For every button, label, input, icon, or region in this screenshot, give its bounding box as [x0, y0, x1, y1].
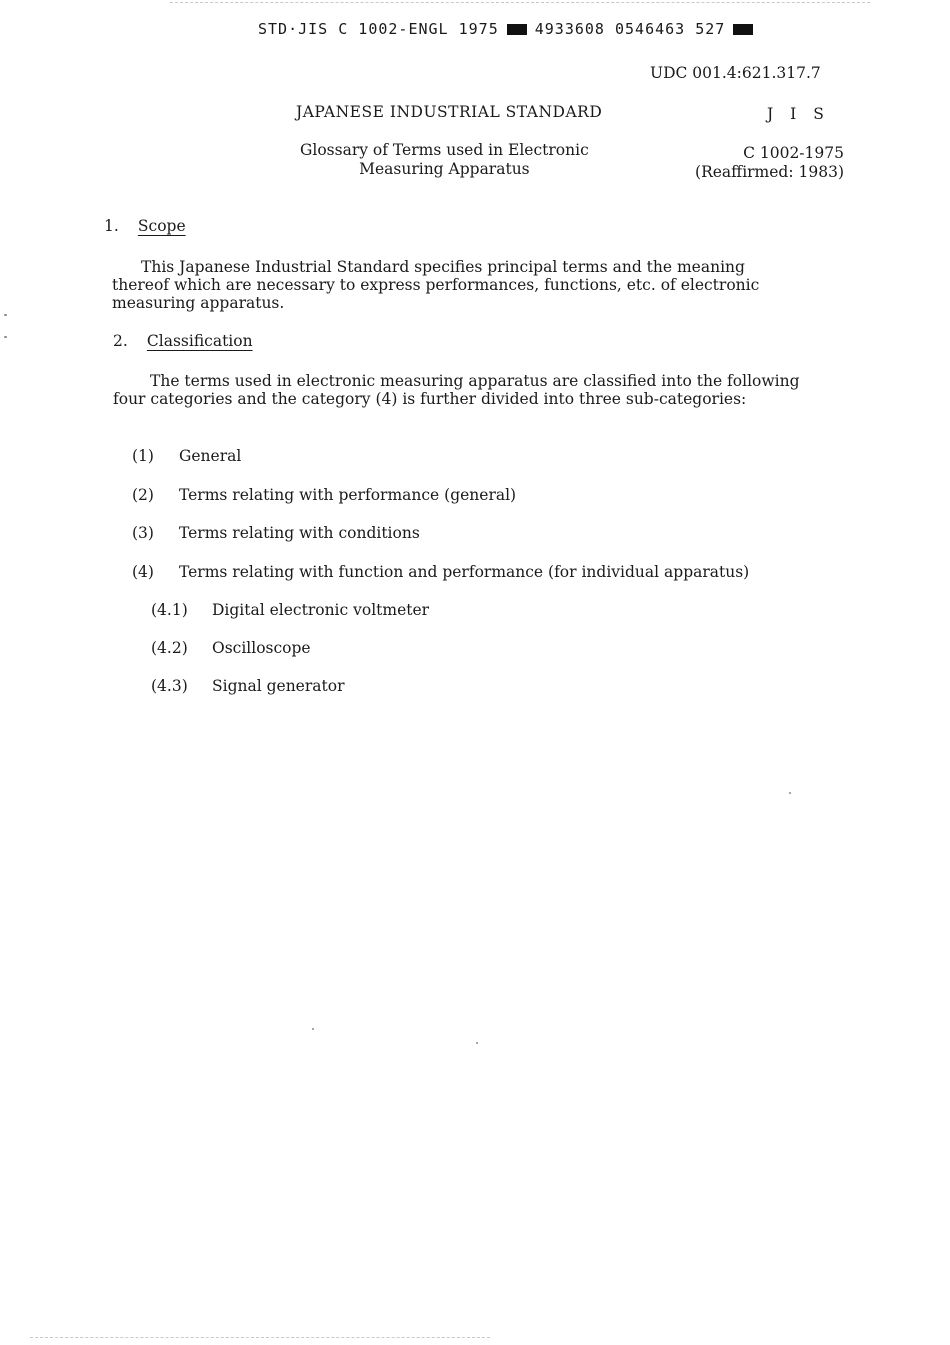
stamp-left-code: STD·JIS C 1002-ENGL 1975 — [258, 20, 499, 38]
section-number: 2. — [113, 332, 128, 350]
stamp-block-mark — [733, 24, 753, 35]
item-number: (4) — [132, 563, 154, 581]
sub-list-item — [151, 677, 344, 695]
item-number: (4.3) — [151, 677, 188, 695]
section-title: Scope — [137, 217, 186, 235]
item-label: Terms relating with performance (general) — [179, 486, 517, 504]
item-number: (2) — [132, 486, 154, 504]
section-scope-heading — [104, 216, 186, 235]
list-item — [132, 524, 420, 542]
document-title-line2: Measuring Apparatus — [359, 160, 530, 178]
sub-list-item — [151, 639, 311, 657]
section-number: 1. — [104, 217, 119, 235]
item-number: (3) — [132, 524, 154, 542]
item-number: (4.2) — [151, 639, 188, 657]
item-label: Terms relating with function and performance (for individual apparatus) — [179, 563, 750, 581]
reaffirmed-date: (Reaffirmed: 1983) — [695, 163, 844, 181]
classification-paragraph: The terms used in electronic measuring apparatus are classified into the following four categories and the category (4) is further divided into three sub-categories: — [113, 372, 800, 408]
list-item — [132, 486, 516, 504]
document-code-block — [672, 144, 844, 182]
item-number: (1) — [132, 447, 154, 465]
jis-label: J I S — [767, 105, 830, 123]
item-number: (4.1) — [151, 601, 188, 619]
sub-list-item — [151, 601, 429, 619]
scan-speck — [4, 336, 7, 338]
section-title: Classification — [146, 332, 253, 350]
item-label: Terms relating with conditions — [179, 524, 420, 542]
item-label: General — [179, 447, 242, 465]
scan-speck — [312, 1028, 314, 1030]
scan-artifact — [30, 1337, 490, 1339]
stamp-middle-code: 4933608 0546463 527 — [534, 20, 726, 38]
list-item — [132, 447, 241, 465]
item-label: Signal generator — [212, 677, 345, 695]
scan-speck — [4, 314, 7, 316]
document-stamp-line — [258, 20, 761, 38]
document-title-line1: Glossary of Terms used in Electronic — [300, 141, 589, 159]
scan-artifact — [170, 2, 870, 4]
scan-speck — [789, 792, 791, 794]
standard-title: JAPANESE INDUSTRIAL STANDARD — [296, 103, 603, 121]
stamp-block-mark — [507, 24, 527, 35]
scope-paragraph: This Japanese Industrial Standard specifies principal terms and the meaning thereof which are necessary to express performances, functions, etc. of electronic measuring apparatus. — [112, 258, 760, 312]
list-item — [132, 563, 749, 581]
document-title — [300, 141, 589, 179]
scan-speck — [476, 1042, 478, 1044]
document-code: C 1002-1975 — [743, 144, 844, 162]
item-label: Digital electronic voltmeter — [212, 601, 430, 619]
section-classification-heading — [113, 331, 253, 350]
udc-number: UDC 001.4:621.317.7 — [650, 64, 821, 82]
item-label: Oscilloscope — [212, 639, 311, 657]
